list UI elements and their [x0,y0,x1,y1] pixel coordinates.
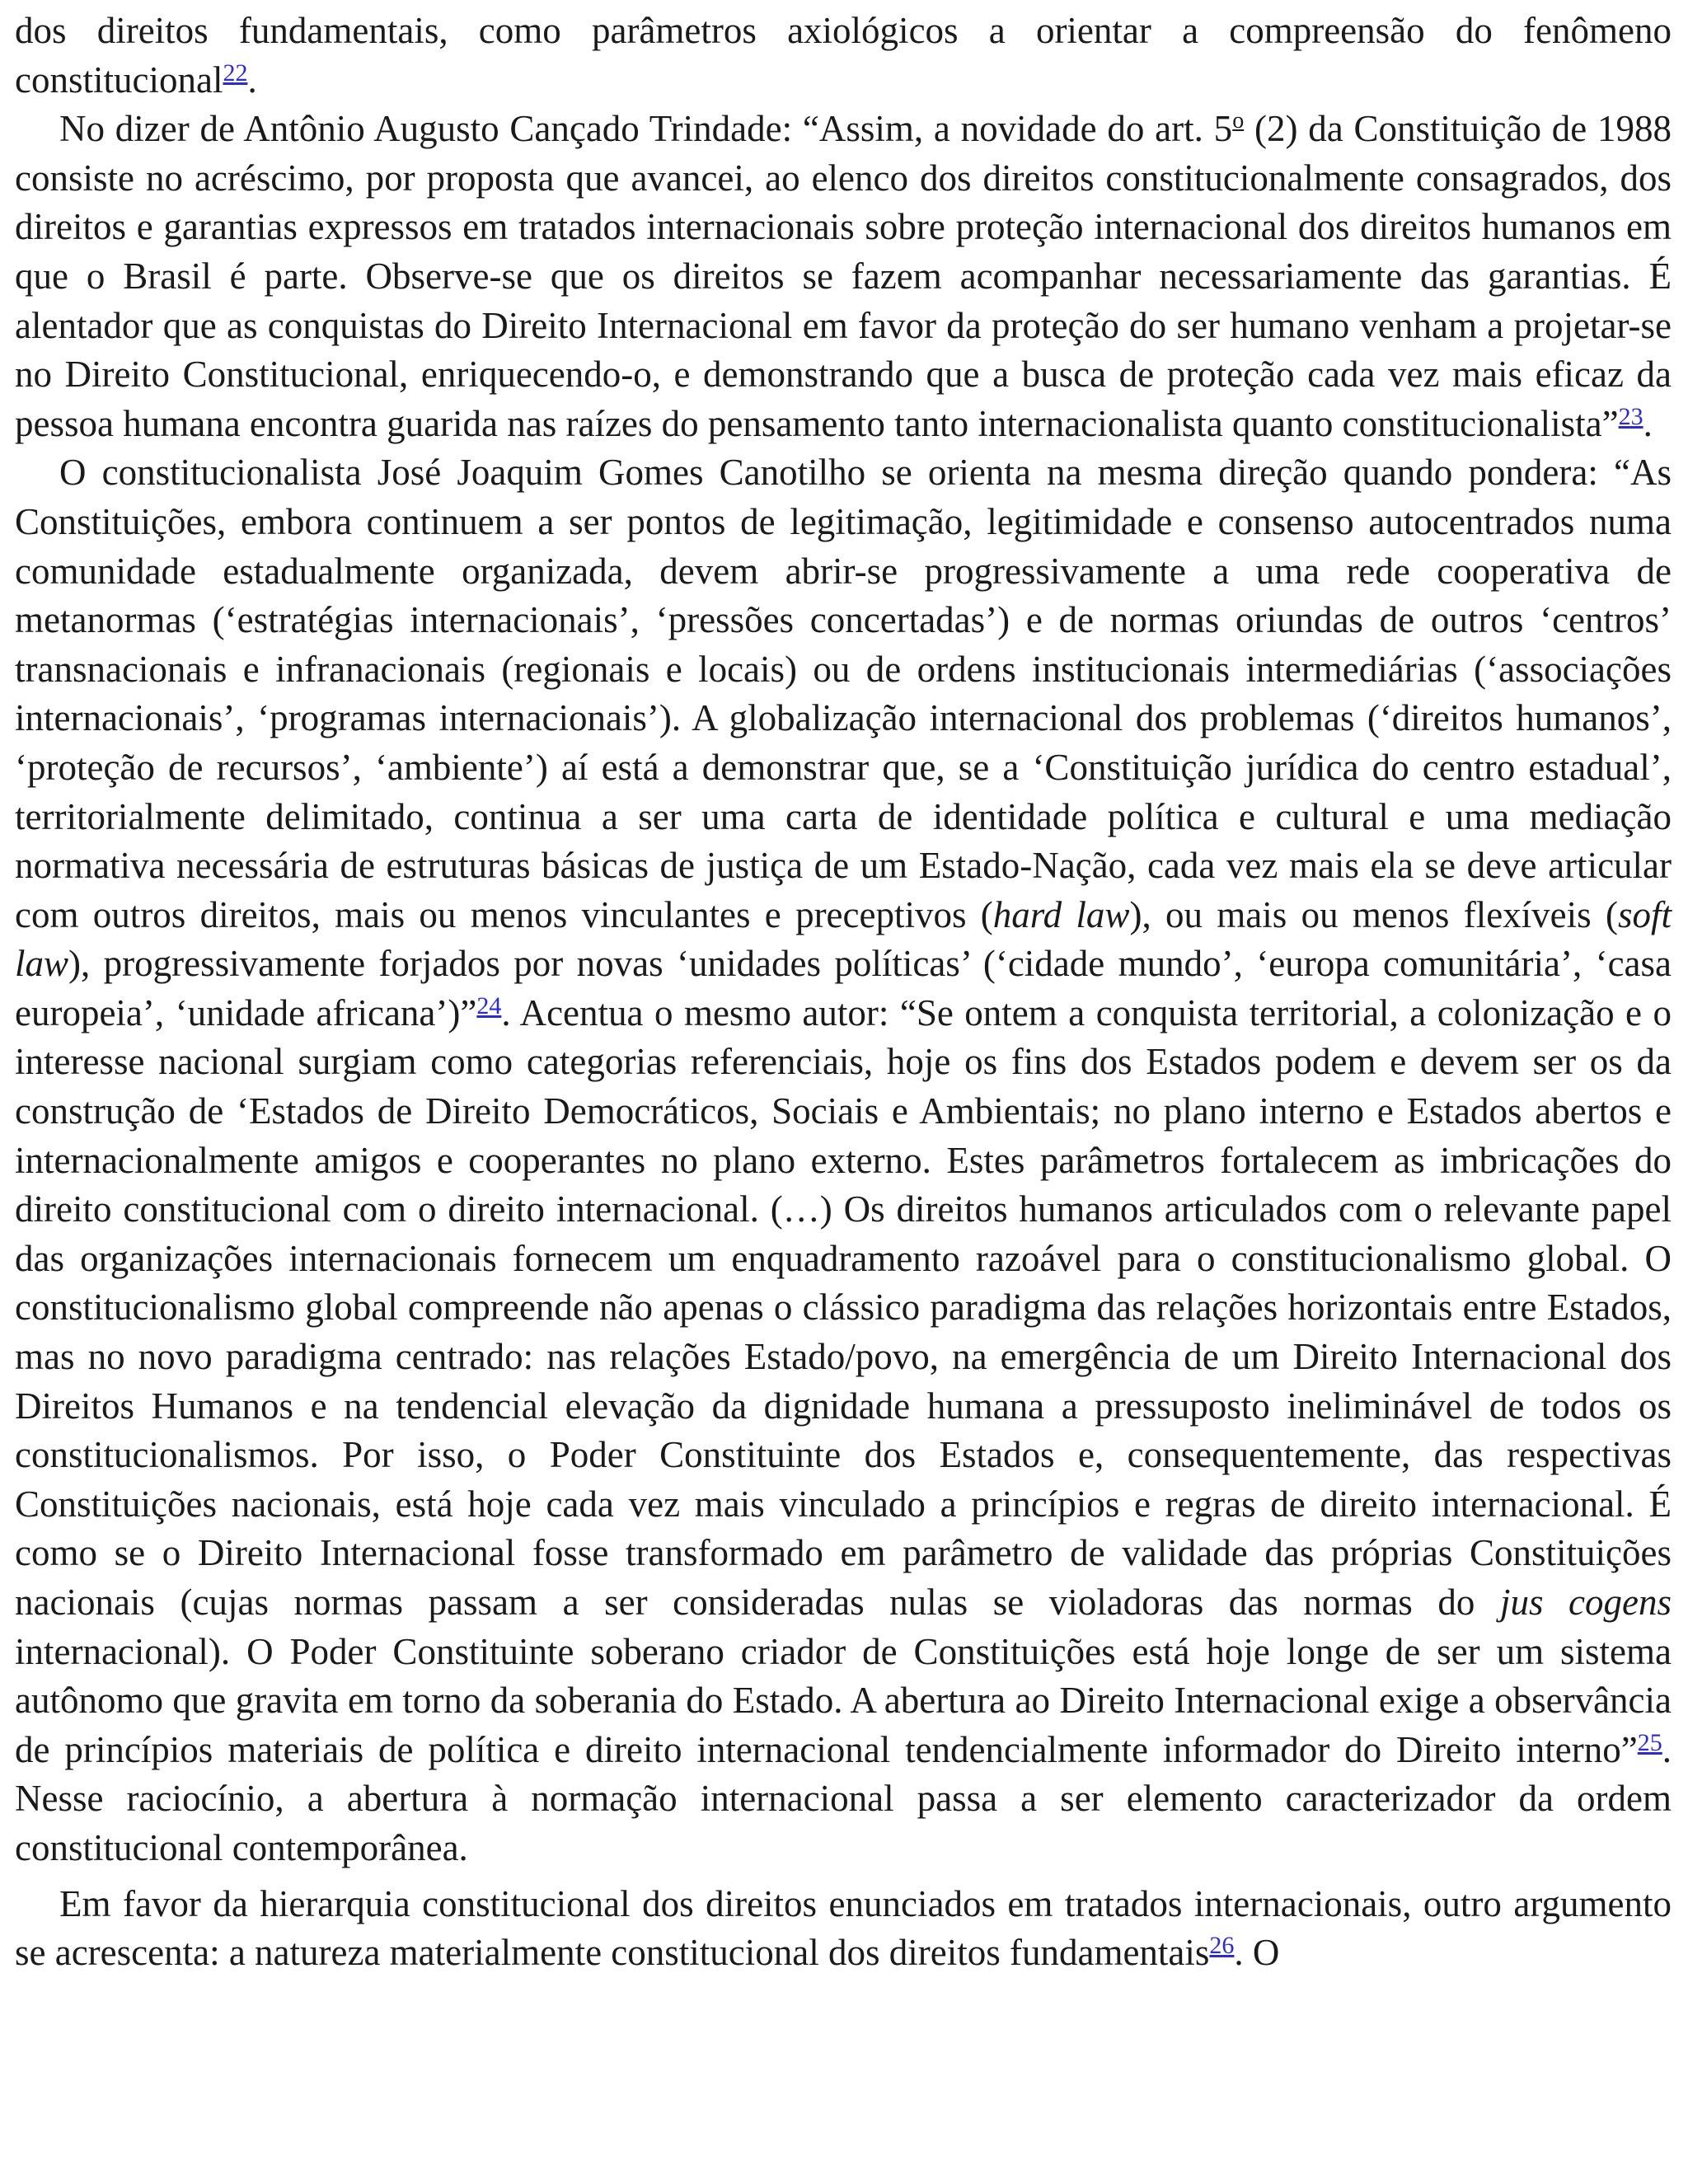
paragraph-p1 [15,7,1672,105]
paragraph-p4 [15,1880,1672,1978]
paragraph-text: (2) da Constituição de 1988 consiste no acréscimo, por proposta que avancei, ao elenco dos direitos constitucionalmente consagrados, dos direitos e garantias expressos em tratados internacionais sobre proteção internacional dos direitos humanos em que o Brasil é parte. Observe-se que os direitos se fazem acompanhar necessariamente das garantias. É alentador que as conquistas do Direito Internacional em favor da proteção do ser humano venham a projetar-se no Direito Constitucional, enriquecendo-o, e demonstrando que a busca de proteção cada vez mais eficaz da pessoa humana encontra guarida nas raízes do pensamento tanto internacionalista quanto constitucionalista” [15,108,1672,444]
paragraph-text: internacional). O Poder Constituinte soberano criador de Constituições está hoje longe de ser um sistema autônomo que gravita em torno da soberania do Estado. A abertura ao Direito Internacional exige a observância de princípios materiais de política e direito internacional tendencialmente informador do Direito interno” [15,1630,1672,1770]
paragraph-text: dos direitos fundamentais, como parâmetros axiológicos a orientar a compreensão do fenômeno constitucional [15,10,1672,101]
paragraph-text: No dizer de Antônio Augusto Cançado Trindade: “Assim, a novidade do art. 5 [59,108,1233,150]
paragraph-p2 [15,105,1672,448]
paragraph-text: . O [1234,1932,1280,1974]
paragraph-p3 [15,448,1672,1872]
paragraph-text: . [247,59,257,101]
paragraph-text: ), progressivamente forjados por novas ‘unidades políticas’ (‘cidade mundo’, ‘europa comunitária’, ‘casa europeia’, ‘unidade africana’)” [15,943,1672,1033]
italic-term: hard law [992,893,1130,935]
ordinal-superscript: o [1232,108,1245,134]
paragraph-text: . Acentua o mesmo autor: “Se ontem a conquista territorial, a colonização e o interesse nacional surgiam como categorias referenciais, hoje os fins dos Estados podem e devem ser os da construção de ‘Estados de Direito Democráticos, Sociais e Ambientais; no plano interno e Estados abertos e internacionalmente amigos e cooperantes no plano externo. Estes parâmetros fortalecem as imbricações do direito constitucional com o direito internacional. (…) Os direitos humanos articulados com o relevante papel das organizações internacionais fornecem um enquadramento razoável para o constitucionalismo global. O constitucionalismo global compreende não apenas o clássico paradigma das relações horizontais entre Estados, mas no novo paradigma centrado: nas relações Estado/povo, na emergência de um Direito Internacional dos Direitos Humanos e na tendencial elevação da dignidade humana a pressuposto ineliminável de todos os constitucionalismos. Por isso, o Poder Constituinte dos Estados e, consequentemente, das respectivas Constituições nacionais, está hoje cada vez mais vinculado a princípios e regras de direito internacional. É como se o Direito Internacional fosse transformado em parâmetro de validade das próprias Constituições nacionais (cujas normas passam a ser consideradas nulas se violadoras das normas do [15,991,1672,1623]
paragraph-text: ), ou mais ou menos flexíveis ( [1129,893,1618,935]
italic-term: jus cogens [1499,1582,1672,1623]
italic-term: soft law [15,893,1672,985]
paragraph-text: . Nesse raciocínio, a abertura à normação internacional passa a ser elemento caracterizador da ordem constitucional contemporânea. [15,1728,1672,1868]
footnote-link-24[interactable]: 24 [476,991,502,1019]
footnote-link-22[interactable]: 22 [223,59,248,87]
paragraph-text: Em favor da hierarquia constitucional dos direitos enunciados em tratados internacionais, outro argumento se acrescenta: a natureza materialmente constitucional dos direitos fundamentais [15,1882,1672,1974]
footnote-link-23[interactable]: 23 [1618,402,1643,430]
footnote-link-25[interactable]: 25 [1637,1728,1662,1756]
paragraph-text: O constitucionalista José Joaquim Gomes Canotilho se orienta na mesma direção quando pondera: “As Constituições, embora continuem a ser pontos de legitimação, legitimidade e consenso autocentrados numa comunidade estadualmente organizada, devem abrir-se progressivamente a uma rede cooperativa de metanormas (‘estratégias internacionais’, ‘pressões concertadas’) e de normas oriundas de outros ‘centros’ transnacionais e infranacionais (regionais e locais) ou de ordens institucionais intermediárias (‘associações internacionais’, ‘programas internacionais’). A globalização internacional dos problemas (‘direitos humanos’, ‘proteção de recursos’, ‘ambiente’) aí está a demonstrar que, se a ‘Constituição jurídica do centro estadual’, territorialmente delimitado, continua a ser uma carta de identidade política e cultural e uma mediação normativa necessária de estruturas básicas de justiça de um Estado-Nação, cada vez mais ela se deve articular com outros direitos, mais ou menos vinculantes e preceptivos ( [15,452,1672,935]
paragraph-text: . [1643,402,1653,444]
footnote-link-26[interactable]: 26 [1209,1932,1235,1960]
